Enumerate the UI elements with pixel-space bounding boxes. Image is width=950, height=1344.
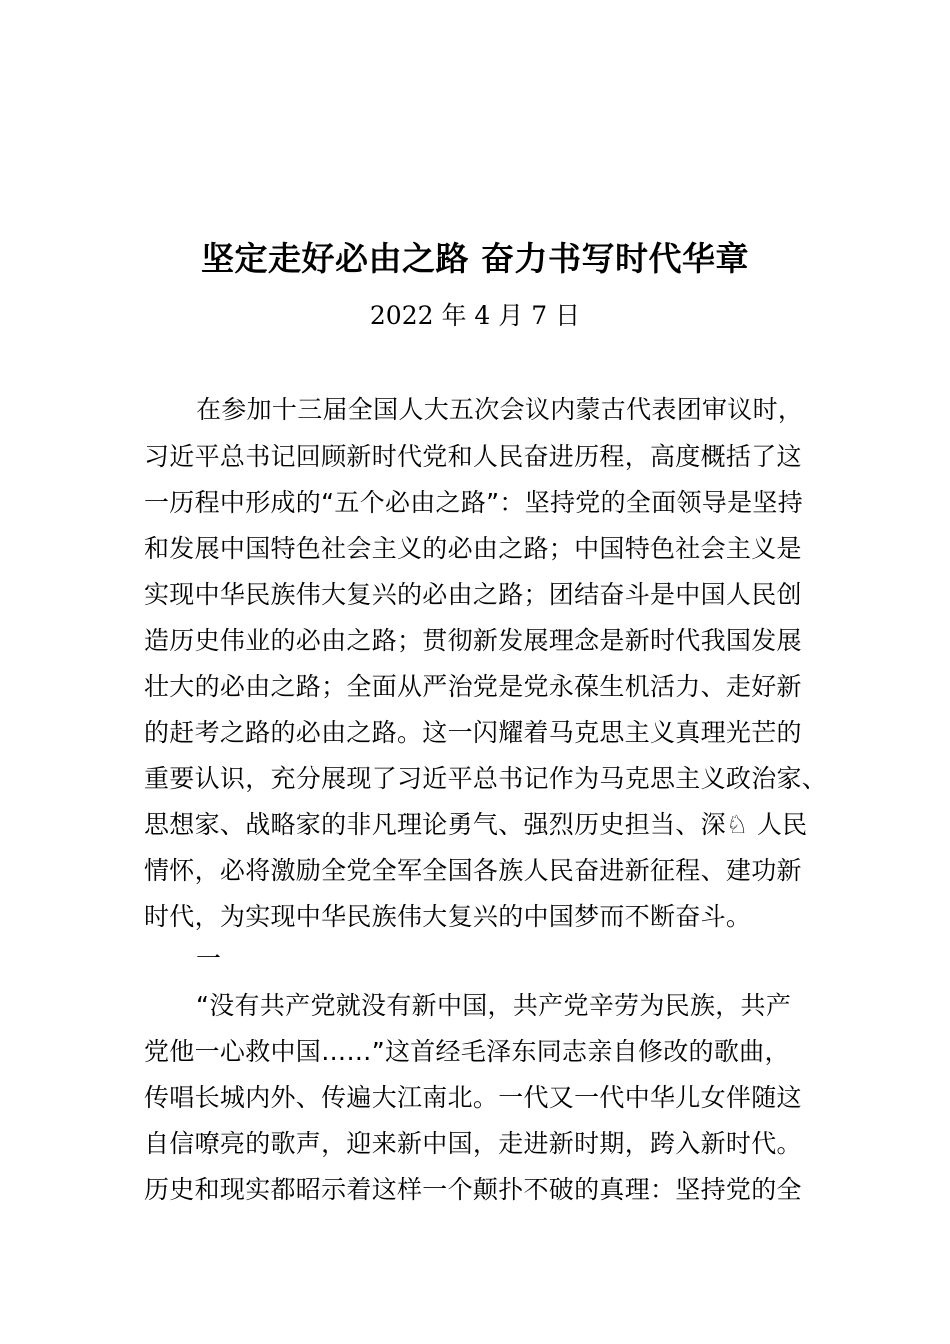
- paragraph-1-line-6: 造历史伟业的必由之路；贯彻新发展理念是新时代我国发展: [144, 626, 802, 655]
- paragraph-1-line-7: 壮大的必由之路；全面从严治党是党永葆生机活力、走好新: [144, 672, 802, 701]
- paragraph-1-line-10: 思想家、战略家的非凡理论勇气、强烈历史担当、深♘ 人民: [144, 810, 808, 839]
- paragraph-1-line-12: 时代，为实现中华民族伟大复兴的中国梦而不断奋斗。: [144, 902, 752, 931]
- document-title: 坚定走好必由之路 奋力书写时代华章: [201, 239, 749, 278]
- section-marker: 一: [196, 944, 222, 973]
- paragraph-1-line-2: 习近平总书记回顾新时代党和人民奋进历程，高度概括了这: [144, 442, 802, 471]
- paragraph-1-line-3: 一历程中形成的“五个必由之路”：坚持党的全面领导是坚持: [144, 488, 804, 517]
- paragraph-1-line-9: 重要认识，充分展现了习近平总书记作为马克思主义政治家、: [144, 764, 828, 793]
- paragraph-1-line-8: 的赶考之路的必由之路。这一闪耀着马克思主义真理光芒的: [144, 718, 802, 747]
- paragraph-2-line-5: 历史和现实都昭示着这样一个颠扑不破的真理：坚持党的全: [144, 1175, 802, 1204]
- paragraph-1-line-5: 实现中华民族伟大复兴的必由之路；团结奋斗是中国人民创: [144, 580, 802, 609]
- paragraph-2-line-1: “没有共产党就没有新中国，共产党辛劳为民族，共产: [196, 991, 792, 1020]
- paragraph-2-line-3: 传唱长城内外、传遍大江南北。一代又一代中华儿女伴随这: [144, 1083, 802, 1112]
- paragraph-1-line-4: 和发展中国特色社会主义的必由之路；中国特色社会主义是: [144, 534, 802, 563]
- paragraph-1-line-11: 情怀，必将激励全党全军全国各族人民奋进新征程、建功新: [144, 856, 802, 885]
- paragraph-1-line-1: 在参加十三届全国人大五次会议内蒙古代表团审议时，: [196, 395, 804, 424]
- paragraph-2-line-2: 党他一心救中国……”这首经毛泽东同志亲自修改的歌曲，: [144, 1037, 790, 1066]
- document-date: 2022 年 4 月 7 日: [369, 301, 581, 330]
- paragraph-2-line-4: 自信嘹亮的歌声，迎来新中国，走进新时期，跨入新时代。: [144, 1129, 802, 1158]
